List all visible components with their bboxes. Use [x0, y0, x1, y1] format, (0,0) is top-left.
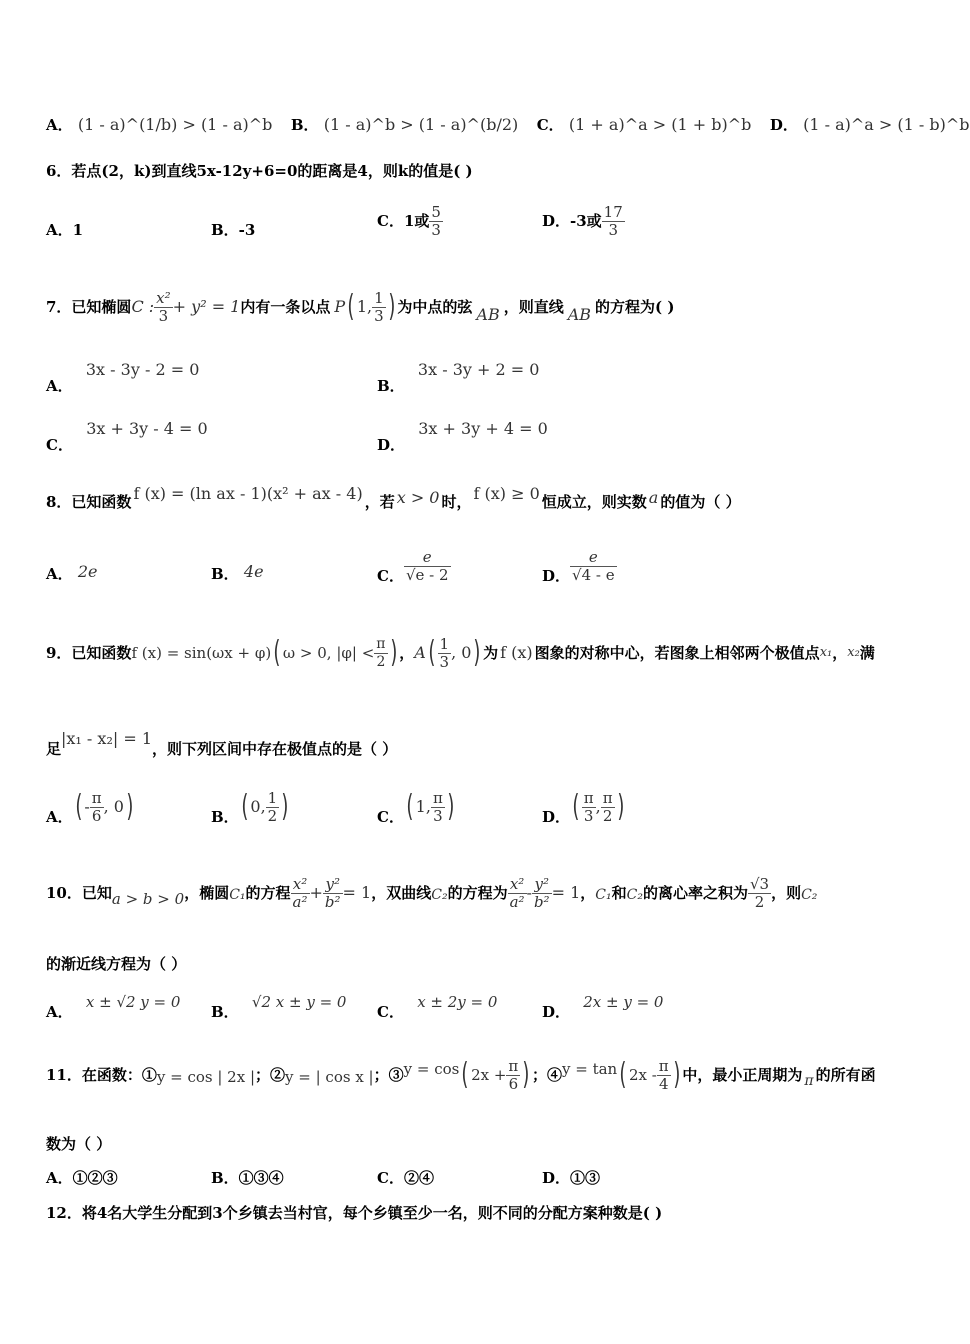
- q9-cond-paren-left: (: [273, 635, 281, 670]
- q7-point-x: 1,: [356, 297, 373, 316]
- q7-paren-left: (: [347, 289, 355, 324]
- q7-opt-a-math: 3x - 3y - 2 = 0: [85, 360, 200, 379]
- q10-stem-part-7: 和: [611, 884, 627, 902]
- q9-opt-d-den2: 2: [602, 806, 613, 825]
- q11-option-a: A．①②③: [46, 1169, 118, 1187]
- q8-opt-c-fraction: [404, 549, 451, 584]
- q8-opt-c-label: C．: [377, 567, 404, 585]
- q11-option-b: B．①③④: [211, 1169, 284, 1187]
- q11-stem-line2: 数为（ ）: [46, 1135, 112, 1153]
- q9-x2: x₂: [847, 645, 860, 660]
- q10-c1b: C₁: [595, 887, 612, 903]
- q10-eq1: = 1: [342, 883, 372, 902]
- q7-stem-part-1: 7．已知椭圆: [46, 298, 132, 316]
- q11-function-2: y = | cos x |: [285, 1068, 374, 1086]
- q7-opt-b-math: 3x - 3y + 2 = 0: [417, 360, 540, 379]
- q7-opt-c-label: C．: [46, 436, 73, 454]
- q11-f3-fraction: [506, 1058, 520, 1093]
- q11-f4-den: 4: [658, 1074, 669, 1093]
- q9-option-b: [211, 784, 291, 830]
- q9-opt-c-den: 3: [433, 806, 443, 825]
- q10-c2c: C₂: [801, 887, 818, 903]
- q7-point-fraction: [372, 290, 386, 325]
- q9-point-paren-right: ): [473, 635, 481, 670]
- q7-ellipse-fraction: [154, 290, 172, 325]
- q10-ecc-den: 2: [754, 892, 765, 911]
- q9-opt-a-num: π: [91, 788, 102, 807]
- q8-opt-d-label: D．: [542, 567, 571, 585]
- q8-condition: x > 0: [396, 488, 440, 507]
- q10-stem-part-5: 的方程为: [447, 884, 508, 902]
- q11-f3-den: 6: [508, 1074, 519, 1093]
- q9-opt-c-label: C．: [377, 808, 404, 826]
- q9-opt-d-fraction-1: [582, 790, 596, 825]
- q11-function-1: y = cos | 2x |: [156, 1068, 255, 1086]
- q9-opt-d-fraction-2: [601, 790, 615, 825]
- q9-opt-c-paren-left: (: [406, 789, 414, 824]
- q7-paren-right: ): [388, 289, 396, 324]
- q7-opt-a-label: A．: [46, 377, 73, 395]
- q11-stem-part-5: 中，最小正周期为: [682, 1066, 803, 1084]
- q8-stem: [46, 484, 741, 520]
- q6-option-a: A．1: [46, 221, 84, 239]
- q11-function-4-in: 2x -: [628, 1066, 657, 1084]
- q8-opt-c-num: e: [404, 549, 451, 567]
- q11-f4-paren-left: (: [619, 1057, 627, 1092]
- q10-hyperbola-frac-2: [532, 876, 552, 911]
- q10-c1: C₁: [229, 887, 246, 903]
- q8-stem-part-2: ，若: [364, 493, 395, 511]
- q10-stem-part-9: ，则: [771, 884, 802, 902]
- q11-f4-fraction: [657, 1058, 671, 1093]
- q9-opt-b-paren-left: (: [241, 789, 249, 824]
- q7-opt-d-label: D．: [377, 436, 406, 454]
- q11-function-3-pre: y = cos: [403, 1060, 460, 1078]
- q7-opt-c-math: 3x + 3y - 4 = 0: [86, 419, 208, 438]
- q10-opt-c-math: x ± 2y = 0: [417, 993, 498, 1011]
- q6-opt-c-fraction: [429, 204, 443, 239]
- q11-stem-part-3: ；③: [373, 1066, 404, 1084]
- q8-opt-d-den: √4 - e: [572, 566, 615, 584]
- q10-ecc-num: √3: [749, 874, 770, 893]
- q7-stem-part-4: ，则直线: [503, 298, 564, 316]
- q9-opt-c-left: 1,: [415, 797, 431, 816]
- q7-stem-part-5: 的方程为( ): [595, 298, 675, 316]
- q10-option-d: [542, 992, 663, 1026]
- q7-ellipse-num: x²: [156, 288, 171, 307]
- q8-stem-part-4: 恒成立，则实数: [541, 493, 647, 511]
- q5-opt-b-label: B．: [290, 116, 319, 134]
- q5-options-row: [46, 115, 970, 135]
- q9-cond-den: 2: [376, 653, 386, 670]
- q9-cond-pre: ω > 0, |φ| <: [282, 644, 375, 662]
- q9-fx: f (x): [500, 643, 533, 662]
- q9-line2-post: ，则下列区间中存在极值点的是（ ）: [152, 740, 398, 758]
- q6-option-b: B．-3: [211, 221, 256, 239]
- q10-minus: -: [526, 883, 532, 902]
- q10-stem-part-3: 的方程: [245, 884, 291, 902]
- q10-h-den1: a²: [509, 892, 525, 911]
- q10-ellipse-frac-1: [291, 876, 310, 911]
- q10-option-a: [46, 992, 180, 1026]
- q10-e-den2: b²: [324, 892, 341, 911]
- q9-abs-condition: |x₁ - x₂| = 1: [61, 729, 153, 748]
- q9-sep: ，: [832, 644, 848, 662]
- q7-ellipse-label: C :: [131, 297, 155, 316]
- q6-opt-d-num: 17: [603, 202, 623, 221]
- q5-opt-c-math: (1 + a)^a > (1 + b)^b: [568, 115, 752, 134]
- q10-h-num2: y²: [532, 876, 552, 894]
- q8-opt-b-math: 4e: [243, 562, 264, 581]
- q9-opt-b-fraction: [266, 790, 280, 825]
- q10-opt-b-math: √2 x ± y = 0: [251, 993, 347, 1011]
- q6-opt-d-fraction: [602, 204, 625, 239]
- q7-point-p: P: [334, 297, 346, 316]
- q8-stem-part-5: 的值为（ ）: [660, 493, 741, 511]
- q11-stem: [46, 1048, 876, 1102]
- q8-opt-d-num: e: [570, 549, 617, 567]
- q11-function-4-pre: y = tan: [562, 1060, 618, 1078]
- q9-opt-a-fraction: [90, 790, 104, 825]
- q6-option-d: [542, 198, 625, 244]
- q10-stem: [46, 866, 817, 920]
- q9-opt-d-label: D．: [542, 808, 571, 826]
- q10-opt-b-label: B．: [211, 1003, 239, 1021]
- q8-opt-a-label: A．: [46, 565, 73, 583]
- q5-opt-a-label: A．: [46, 116, 73, 134]
- q9-opt-b-den: 2: [267, 806, 278, 825]
- q11-option-c: C．②④: [377, 1169, 434, 1187]
- q10-stem-part-6: ，: [580, 884, 596, 902]
- q11-f3-paren-right: ): [522, 1057, 530, 1092]
- q5-opt-d-label: D．: [769, 116, 798, 134]
- q7-opt-d-math: 3x + 3y + 4 = 0: [418, 419, 548, 438]
- q9-opt-d-paren-right: ): [616, 789, 624, 824]
- q7-stem-part-2: 内有一条以点: [240, 298, 331, 316]
- q7-point-num: 1: [374, 288, 384, 307]
- q5-opt-d-math: (1 - a)^a > (1 - b)^b: [803, 115, 970, 134]
- q9-opt-a-paren-left: (: [74, 789, 83, 824]
- q10-plus: +: [309, 883, 323, 902]
- q10-option-b: [211, 992, 346, 1026]
- q9-opt-a-den: 6: [91, 806, 102, 825]
- q11-f3-num: π: [508, 1056, 519, 1075]
- q9-opt-a-left: -: [84, 797, 90, 816]
- q5-opt-a-math: (1 - a)^(1/b) > (1 - a)^b: [77, 115, 273, 134]
- q9-cond-paren-right: ): [389, 635, 397, 670]
- q10-stem-part-4: ，双曲线: [371, 884, 432, 902]
- q11-function-3-in: 2x +: [471, 1066, 507, 1084]
- q9-cond-fraction: [374, 636, 387, 671]
- q6-opt-c-den: 3: [431, 220, 441, 239]
- q10-e-num1: x²: [291, 876, 310, 894]
- q9-function: f (x) = sin(ωx + φ): [131, 644, 272, 662]
- q9-opt-c-paren-right: ): [447, 789, 455, 824]
- q8-opt-b-label: B．: [211, 565, 239, 583]
- q7-point-den: 3: [374, 306, 384, 325]
- q12-stem: 12．将4名大学生分配到3个乡镇去当村官，每个乡镇至少一名，则不同的分配方案种数是( ): [46, 1204, 663, 1222]
- q10-stem-part-8: 的离心率之积为: [642, 884, 748, 902]
- q9-opt-c-num: π: [432, 788, 443, 807]
- q9-opt-a-label: A．: [46, 808, 73, 826]
- q10-c2b: C₂: [626, 887, 643, 903]
- q10-opt-d-label: D．: [542, 1003, 571, 1021]
- q9-cond-num: π: [376, 635, 386, 652]
- q9-opt-a-paren-right: ): [126, 789, 134, 824]
- q11-stem-part-1: 11．在函数：①: [46, 1066, 157, 1084]
- q9-opt-a-right: , 0: [103, 797, 124, 816]
- q10-eq2: = 1: [551, 883, 581, 902]
- q9-opt-b-num: 1: [267, 788, 278, 807]
- q9-line2-pre: 足: [46, 740, 62, 758]
- q9-option-d: [542, 784, 626, 830]
- q6-opt-d-prefix: D．-3或: [542, 212, 602, 230]
- q10-ellipse-frac-2: [323, 876, 343, 911]
- q11-f4-num: π: [658, 1056, 669, 1075]
- q8-option-a: [46, 564, 98, 584]
- q7-stem: [46, 282, 674, 332]
- q10-condition: a > b > 0: [111, 890, 185, 908]
- q9-opt-c-fraction: [431, 790, 445, 825]
- q6-stem: 6．若点(2，k)到直线5x-12y+6=0的距离是4，则k的值是( ): [46, 162, 473, 180]
- q9-point-den: 3: [439, 652, 450, 671]
- q9-point-fraction: [438, 636, 452, 671]
- q10-h-num1: x²: [508, 876, 527, 894]
- q9-point-a: A: [414, 643, 426, 662]
- q9-opt-b-label: B．: [211, 808, 239, 826]
- q10-opt-c-label: C．: [377, 1003, 404, 1021]
- q6-opt-c-prefix: C．1或: [377, 212, 430, 230]
- q10-c2: C₂: [431, 887, 448, 903]
- q7-option-d: [377, 421, 548, 455]
- q7-option-b: [377, 362, 539, 396]
- q8-var-a: a: [648, 488, 659, 507]
- q11-f3-paren-left: (: [461, 1057, 469, 1092]
- q9-opt-d-paren-left: (: [572, 789, 580, 824]
- q9-opt-b-paren-right: ): [281, 789, 289, 824]
- q9-opt-d-num1: π: [583, 788, 594, 807]
- q9-option-a: [46, 784, 136, 830]
- q8-function: f (x) = (ln ax - 1)(x² + ax - 4): [133, 484, 363, 503]
- q7-option-c: [46, 421, 208, 455]
- q10-stem-line2: 的渐近线方程为（ ）: [46, 955, 187, 973]
- q10-opt-d-math: 2x ± y = 0: [583, 993, 664, 1011]
- q11-stem-part-4: ；④: [531, 1066, 562, 1084]
- q6-opt-c-num: 5: [431, 202, 441, 221]
- q9-option-c: [377, 784, 457, 830]
- q10-e-num2: y²: [323, 876, 343, 894]
- q9-stem-part-5: 满: [859, 644, 875, 662]
- q10-hyperbola-frac-1: [508, 876, 527, 911]
- q10-stem-part-1: 10．已知: [46, 884, 112, 902]
- q9-stem-part-1: 9．已知函数: [46, 644, 132, 662]
- q7-stem-part-3: 为中点的弦: [397, 298, 473, 316]
- q10-stem-part-2: ，椭圆: [184, 884, 230, 902]
- q9-x1: x₁: [819, 645, 833, 660]
- q7-chord-ab-2: AB: [567, 305, 592, 324]
- q10-h-den2: b²: [533, 892, 550, 911]
- q5-opt-b-math: (1 - a)^b > (1 - a)^(b/2): [323, 115, 519, 134]
- q10-ecc-fraction: [748, 876, 771, 911]
- q11-stem-part-6: 的所有函: [815, 1066, 876, 1084]
- q9-stem: [46, 628, 875, 678]
- q8-opt-d-fraction: [570, 549, 617, 584]
- q8-option-d: [542, 540, 617, 586]
- q9-point-y: , 0: [451, 643, 472, 662]
- q8-option-c: [377, 540, 451, 586]
- q8-stem-part-3: 时，: [441, 493, 472, 511]
- q9-stem-part-2: ，: [399, 644, 415, 662]
- q10-option-c: [377, 992, 497, 1026]
- q7-option-a: [46, 362, 199, 396]
- q9-stem-part-4: 图象的对称中心，若图象上相邻两个极值点: [534, 644, 820, 662]
- q10-opt-a-label: A．: [46, 1003, 73, 1021]
- q9-point-paren-left: (: [428, 635, 436, 670]
- q6-option-c: [377, 198, 443, 244]
- q11-option-d: D．①③: [542, 1169, 601, 1187]
- q7-ellipse-rest: + y² = 1: [172, 297, 241, 316]
- q7-opt-b-label: B．: [377, 377, 405, 395]
- q9-opt-d-mid: ,: [595, 797, 601, 816]
- q9-stem-part-3: 为: [483, 644, 499, 662]
- q9-opt-d-den1: 3: [583, 806, 594, 825]
- q9-opt-b-left: 0,: [250, 797, 266, 816]
- q8-stem-part-1: 8．已知函数: [46, 493, 132, 511]
- q8-opt-c-den: √e - 2: [405, 566, 449, 584]
- q9-opt-d-num2: π: [602, 788, 613, 807]
- q9-point-num: 1: [439, 634, 450, 653]
- q7-ellipse-den: 3: [158, 306, 169, 325]
- q8-option-b: [211, 564, 264, 584]
- q11-f4-paren-right: ): [672, 1057, 681, 1092]
- q10-e-den1: a²: [292, 892, 308, 911]
- q9-stem-line2: [46, 728, 397, 758]
- q11-stem-part-2: ；②: [255, 1066, 286, 1084]
- q8-inequality: f (x) ≥ 0: [473, 484, 540, 503]
- q7-chord-ab: AB: [476, 305, 500, 324]
- q8-opt-a-math: 2e: [77, 562, 98, 581]
- q5-opt-c-label: C．: [536, 116, 564, 134]
- q10-opt-a-math: x ± √2 y = 0: [85, 993, 181, 1011]
- q11-pi: π: [804, 1073, 814, 1089]
- q6-opt-d-den: 3: [608, 220, 618, 239]
